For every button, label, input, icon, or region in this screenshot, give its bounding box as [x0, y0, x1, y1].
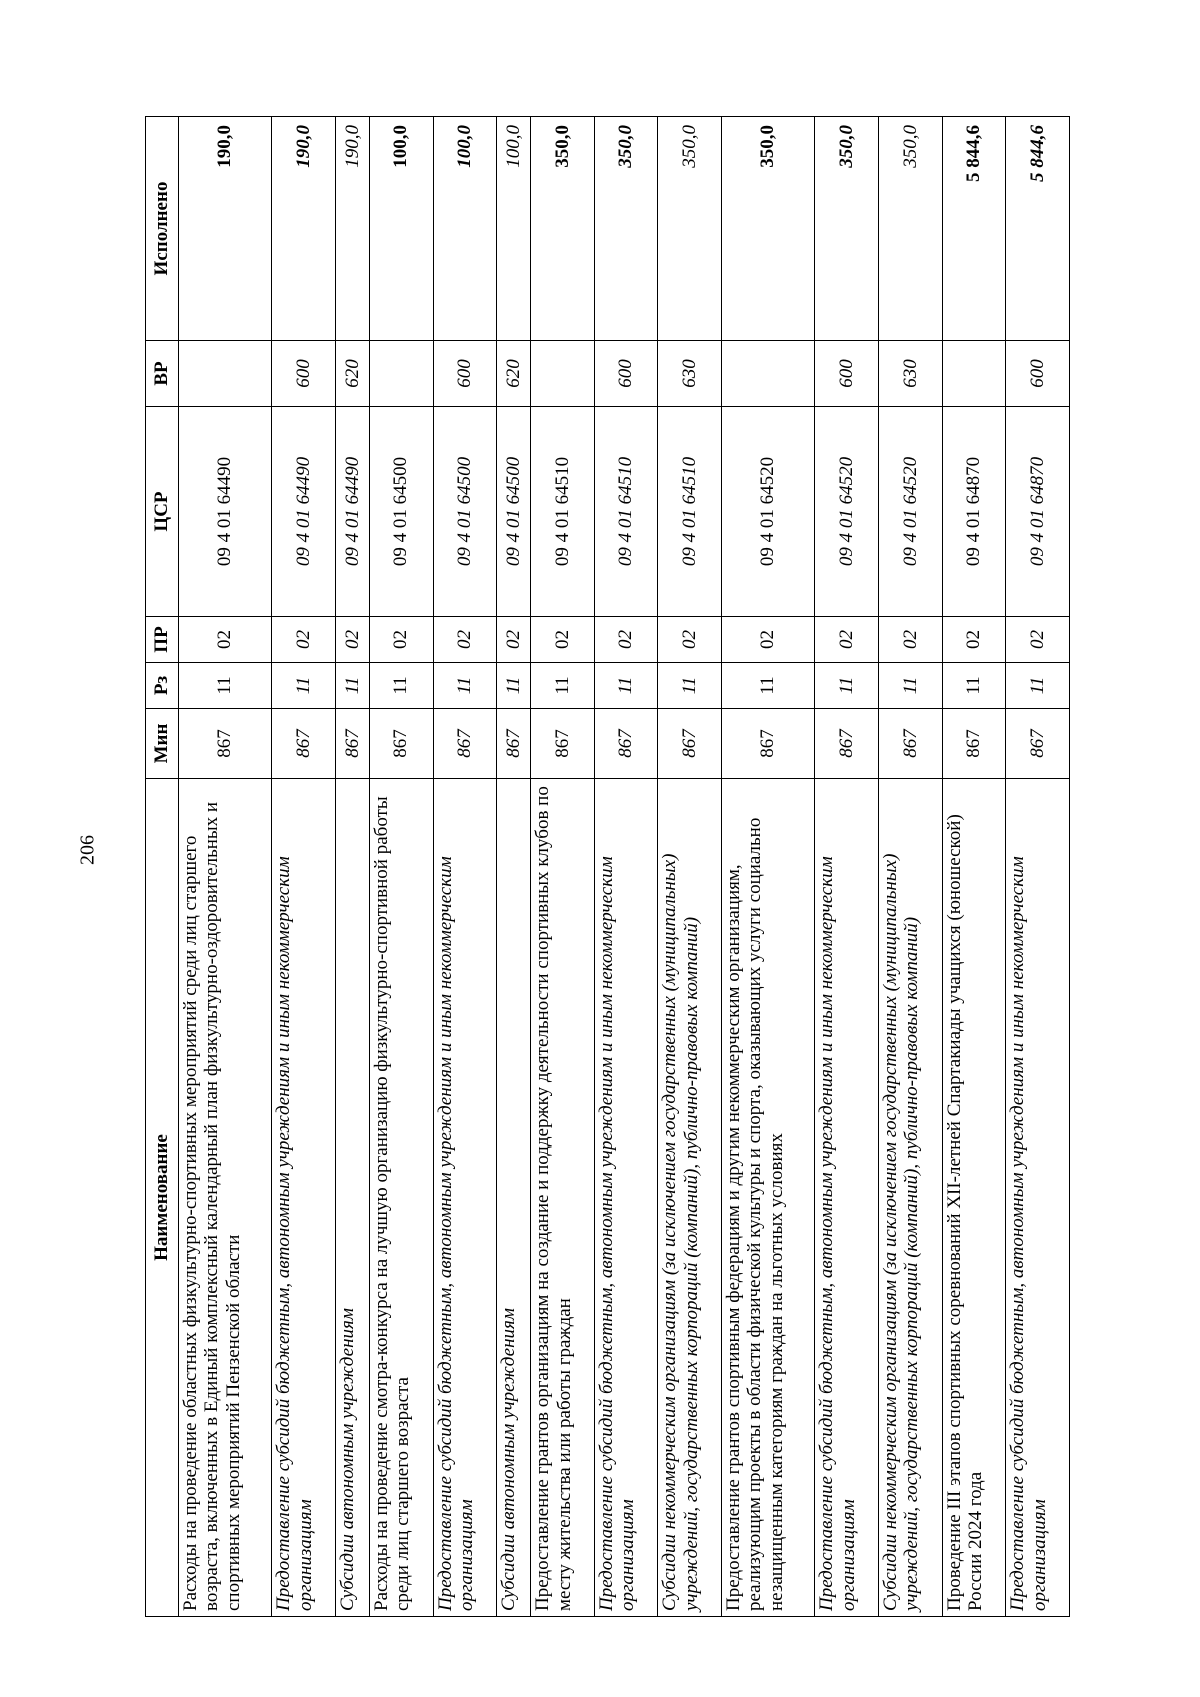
cell-amount: 100,0: [369, 117, 433, 341]
cell-min: 867: [369, 709, 433, 779]
cell-amount: 5 844,6: [942, 117, 1006, 341]
cell-min: 867: [531, 709, 595, 779]
cell-pr: 02: [722, 617, 815, 663]
cell-name: Предоставление грантов спортивным федерациям и другим некоммерческим организациям, реализующим проекты в области физической культуры и спорта, оказывающих услуги социально незащищенным категориям граждан на льготных условиях: [722, 779, 815, 1617]
table-body: [179, 117, 1070, 1617]
table-row: [942, 117, 1006, 1617]
cell-min: 867: [433, 709, 497, 779]
cell-vr: 630: [658, 341, 722, 407]
cell-name: Предоставление субсидий бюджетным, автономным учреждениям и иным некоммерческим организациям: [815, 779, 879, 1617]
cell-vr: [722, 341, 815, 407]
table-row: [531, 117, 595, 1617]
cell-rz: 11: [179, 663, 272, 709]
table-row: [594, 117, 658, 1617]
cell-csr: 09 4 01 64520: [722, 407, 815, 617]
header-name: Наименование: [146, 779, 179, 1617]
cell-min: 867: [272, 709, 336, 779]
table-row: [272, 117, 336, 1617]
cell-rz: 11: [531, 663, 595, 709]
table-row: [1006, 117, 1070, 1617]
cell-vr: 620: [497, 341, 531, 407]
cell-pr: 02: [1006, 617, 1070, 663]
cell-pr: 02: [336, 617, 370, 663]
table-row: [497, 117, 531, 1617]
cell-vr: 630: [879, 341, 943, 407]
cell-rz: 11: [879, 663, 943, 709]
cell-csr: 09 4 01 64500: [497, 407, 531, 617]
cell-csr: 09 4 01 64870: [942, 407, 1006, 617]
cell-name: Предоставление грантов организациям на создание и поддержку деятельности спортивных клубов по месту жительства или работы граждан: [531, 779, 595, 1617]
cell-csr: 09 4 01 64490: [336, 407, 370, 617]
cell-pr: 02: [369, 617, 433, 663]
header-amount: Исполнено: [146, 117, 179, 341]
cell-csr: 09 4 01 64510: [531, 407, 595, 617]
cell-vr: 600: [433, 341, 497, 407]
cell-vr: 600: [272, 341, 336, 407]
cell-pr: 02: [879, 617, 943, 663]
table-header-row: [146, 117, 179, 1617]
cell-vr: [942, 341, 1006, 407]
cell-vr: [531, 341, 595, 407]
page-number-text: 206: [76, 835, 99, 865]
cell-min: 867: [815, 709, 879, 779]
cell-name: Субсидии некоммерческим организациям (за исключением государственных (муниципальных) учреждений, государственных корпораций (компаний), публично-правовых компаний): [879, 779, 943, 1617]
cell-min: 867: [658, 709, 722, 779]
cell-vr: 620: [336, 341, 370, 407]
cell-pr: 02: [942, 617, 1006, 663]
cell-rz: 11: [497, 663, 531, 709]
table-row: [179, 117, 272, 1617]
cell-vr: 600: [594, 341, 658, 407]
cell-rz: 11: [658, 663, 722, 709]
cell-amount: 350,0: [879, 117, 943, 341]
cell-pr: 02: [594, 617, 658, 663]
header-vr: ВР: [146, 341, 179, 407]
cell-amount: 5 844,6: [1006, 117, 1070, 341]
cell-pr: 02: [497, 617, 531, 663]
cell-vr: [369, 341, 433, 407]
cell-min: 867: [179, 709, 272, 779]
cell-pr: 02: [433, 617, 497, 663]
cell-rz: 11: [336, 663, 370, 709]
cell-amount: 100,0: [497, 117, 531, 341]
cell-amount: 350,0: [722, 117, 815, 341]
cell-name: Предоставление субсидий бюджетным, автономным учреждениям и иным некоммерческим организациям: [433, 779, 497, 1617]
table-row: [722, 117, 815, 1617]
cell-min: 867: [497, 709, 531, 779]
cell-name: Субсидии автономным учреждениям: [497, 779, 531, 1617]
cell-name: Расходы на проведение областных физкультурно-спортивных мероприятий среди лиц старшего возраста, включенных в Единый комплексный календарный план физкультурно-оздоровительных и спортивных мероприятий Пензенской области: [179, 779, 272, 1617]
cell-amount: 350,0: [594, 117, 658, 341]
cell-vr: 600: [815, 341, 879, 407]
table-row: [879, 117, 943, 1617]
cell-pr: 02: [179, 617, 272, 663]
cell-pr: 02: [815, 617, 879, 663]
cell-amount: 350,0: [815, 117, 879, 341]
cell-min: 867: [1006, 709, 1070, 779]
budget-table: [145, 116, 1070, 1617]
cell-rz: 11: [942, 663, 1006, 709]
cell-rz: 11: [815, 663, 879, 709]
cell-pr: 02: [658, 617, 722, 663]
table-row: [336, 117, 370, 1617]
cell-rz: 11: [722, 663, 815, 709]
cell-name: Расходы на проведение смотра-конкурса на лучшую организацию физкультурно-спортивной работы среди лиц старшего возраста: [369, 779, 433, 1617]
cell-amount: 190,0: [272, 117, 336, 341]
cell-name: Предоставление субсидий бюджетным, автономным учреждениям и иным некоммерческим организациям: [272, 779, 336, 1617]
table-row: [369, 117, 433, 1617]
cell-amount: 190,0: [179, 117, 272, 341]
cell-name: Предоставление субсидий бюджетным, автономным учреждениям и иным некоммерческим организациям: [594, 779, 658, 1617]
cell-name: Проведение III этапов спортивных соревнований XII-летней Спартакиады учащихся (юношеской) России 2024 года: [942, 779, 1006, 1617]
cell-min: 867: [336, 709, 370, 779]
cell-pr: 02: [272, 617, 336, 663]
table-row: [433, 117, 497, 1617]
cell-csr: 09 4 01 64510: [594, 407, 658, 617]
cell-csr: 09 4 01 64500: [433, 407, 497, 617]
cell-pr: 02: [531, 617, 595, 663]
header-rz: Рз: [146, 663, 179, 709]
cell-amount: 100,0: [433, 117, 497, 341]
cell-min: 867: [722, 709, 815, 779]
cell-rz: 11: [594, 663, 658, 709]
cell-amount: 350,0: [531, 117, 595, 341]
cell-vr: 600: [1006, 341, 1070, 407]
header-min: Мин: [146, 709, 179, 779]
cell-vr: [179, 341, 272, 407]
cell-csr: 09 4 01 64500: [369, 407, 433, 617]
budget-table-wrapper: [145, 117, 1070, 1617]
cell-amount: 190,0: [336, 117, 370, 341]
cell-name: Предоставление субсидий бюджетным, автономным учреждениям и иным некоммерческим организациям: [1006, 779, 1070, 1617]
cell-min: 867: [879, 709, 943, 779]
cell-rz: 11: [369, 663, 433, 709]
cell-min: 867: [942, 709, 1006, 779]
cell-rz: 11: [272, 663, 336, 709]
cell-csr: 09 4 01 64520: [815, 407, 879, 617]
table-row: [658, 117, 722, 1617]
header-csr: ЦСР: [146, 407, 179, 617]
cell-min: 867: [594, 709, 658, 779]
cell-rz: 11: [433, 663, 497, 709]
cell-rz: 11: [1006, 663, 1070, 709]
cell-csr: 09 4 01 64870: [1006, 407, 1070, 617]
table-row: [815, 117, 879, 1617]
cell-name: Субсидии автономным учреждениям: [336, 779, 370, 1617]
cell-csr: 09 4 01 64490: [179, 407, 272, 617]
cell-csr: 09 4 01 64520: [879, 407, 943, 617]
cell-csr: 09 4 01 64490: [272, 407, 336, 617]
cell-name: Субсидии некоммерческим организациям (за исключением государственных (муниципальных) учреждений, государственных корпораций (компаний), публично-правовых компаний): [658, 779, 722, 1617]
cell-amount: 350,0: [658, 117, 722, 341]
cell-csr: 09 4 01 64510: [658, 407, 722, 617]
header-pr: ПР: [146, 617, 179, 663]
